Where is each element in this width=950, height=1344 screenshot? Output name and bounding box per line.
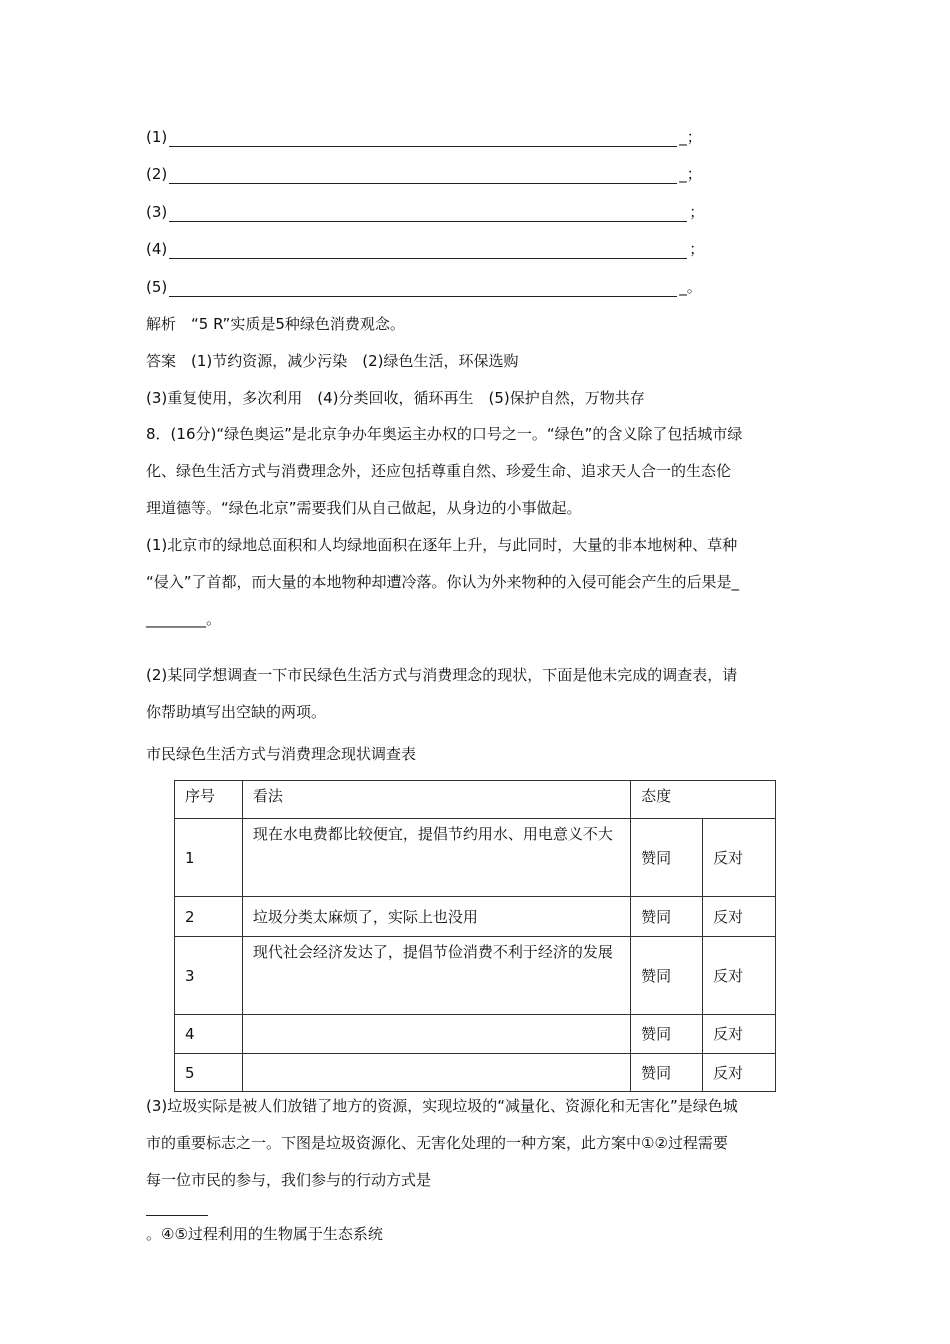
row-view: 垃圾分类太麻烦了，实际上也没用 [242,897,630,937]
answer-blank[interactable] [146,1199,208,1216]
oppose-option[interactable]: 反对 [703,1015,776,1054]
blank-line-2 [146,164,702,184]
text-fragment: 。④⑤过程利用的生物属于生态系统 [146,1225,383,1243]
row-view: 现在水电费都比较便宜，提倡节约用水、用电意义不大 [242,819,630,897]
oppose-option[interactable]: 反对 [703,937,776,1015]
row-number: 5 [175,1054,243,1092]
table-row [175,1054,776,1092]
question-8-part-3 [146,1088,806,1253]
agree-option[interactable]: 赞同 [631,937,703,1015]
text-line: 理道德等。“绿色北京”需要我们从自己做起，从身边的小事做起。 [146,499,582,517]
text-line [146,1162,806,1253]
question-8-part-1 [146,527,806,638]
answer-blank[interactable] [169,132,677,147]
table-header-row [175,781,776,819]
blank-line-4 [146,239,704,259]
row-number: 1 [175,819,243,897]
table-row [175,897,776,937]
blank-line-1 [146,127,702,147]
text-line: “侵入”了首都，而大量的本地物种却遭冷落。你认为外来物种的入侵可能会产生的后果是_ [146,573,740,591]
blank-tail: _。 [679,278,702,296]
agree-option[interactable]: 赞同 [631,1015,703,1054]
row-number: 2 [175,897,243,937]
blank-tail: _； [679,165,702,183]
header-number: 序号 [175,781,243,819]
table-title: 市民绿色生活方式与消费理念现状调查表 [146,745,417,763]
blank-line-5 [146,277,702,297]
answer-blank[interactable] [169,207,687,222]
blank-label: (1) [146,128,168,146]
row-view: 现代社会经济发达了，提倡节俭消费不利于经济的发展 [242,937,630,1015]
text-line: 你帮助填写出空缺的两项。 [146,703,327,721]
blank-label: (3) [146,203,168,221]
question-8-intro [146,416,806,527]
blank-label: (4) [146,240,168,258]
oppose-option[interactable]: 反对 [703,1054,776,1092]
text-line: ________。 [146,610,222,628]
row-number: 3 [175,937,243,1015]
table-row [175,819,776,897]
text-line: 化、绿色生活方式与消费理念外，还应包括尊重自然、珍爱生命、追求天人合一的生态伦 [146,462,732,480]
blank-line-3 [146,202,704,222]
oppose-option[interactable]: 反对 [703,897,776,937]
text-line: 8．(16分)“绿色奥运”是北京争办年奥运主办权的口号之一。“绿色”的含义除了包括城市绿 [146,425,743,443]
row-number: 4 [175,1015,243,1054]
agree-option[interactable]: 赞同 [631,897,703,937]
header-attitude: 态度 [631,781,776,819]
table-row [175,937,776,1015]
table-row [175,1015,776,1054]
blank-tail: ； [689,203,705,221]
blank-tail: ； [689,240,705,258]
analysis-text: 解析 “5 R”实质是5种绿色消费观念。 [146,315,405,333]
agree-option[interactable]: 赞同 [631,819,703,897]
blank-label: (5) [146,278,168,296]
blank-label: (2) [146,165,168,183]
oppose-option[interactable]: 反对 [703,819,776,897]
row-view-empty[interactable] [242,1015,630,1054]
agree-option[interactable]: 赞同 [631,1054,703,1092]
row-view-empty[interactable] [242,1054,630,1092]
answer-blank[interactable] [169,244,687,259]
text-line: 市的重要标志之一。下图是垃圾资源化、无害化处理的一种方案，此方案中①②过程需要 [146,1134,728,1152]
header-view: 看法 [242,781,630,819]
blank-tail: _； [679,128,702,146]
text-line: (2)某同学想调查一下市民绿色生活方式与消费理念的现状，下面是他未完成的调查表，请 [146,666,738,684]
answer-blank[interactable] [169,169,677,184]
question-8-part-2 [146,657,806,731]
text-line: (1)北京市的绿地总面积和人均绿地面积在逐年上升，与此同时，大量的非本地树种、草种 [146,536,738,554]
answer-text-2: (3)重复使用，多次利用 (4)分类回收，循环再生 (5)保护自然，万物共存 [146,389,645,407]
text-line: (3)垃圾实际是被人们放错了地方的资源，实现垃圾的“减量化、资源化和无害化”是绿色城 [146,1097,738,1115]
answer-text-1: 答案 (1)节约资源，减少污染 (2)绿色生活，环保选购 [146,352,519,370]
survey-table [174,780,776,1092]
answer-blank[interactable] [169,282,677,297]
text-fragment: 每一位市民的参与，我们参与的行动方式是 [146,1171,432,1189]
